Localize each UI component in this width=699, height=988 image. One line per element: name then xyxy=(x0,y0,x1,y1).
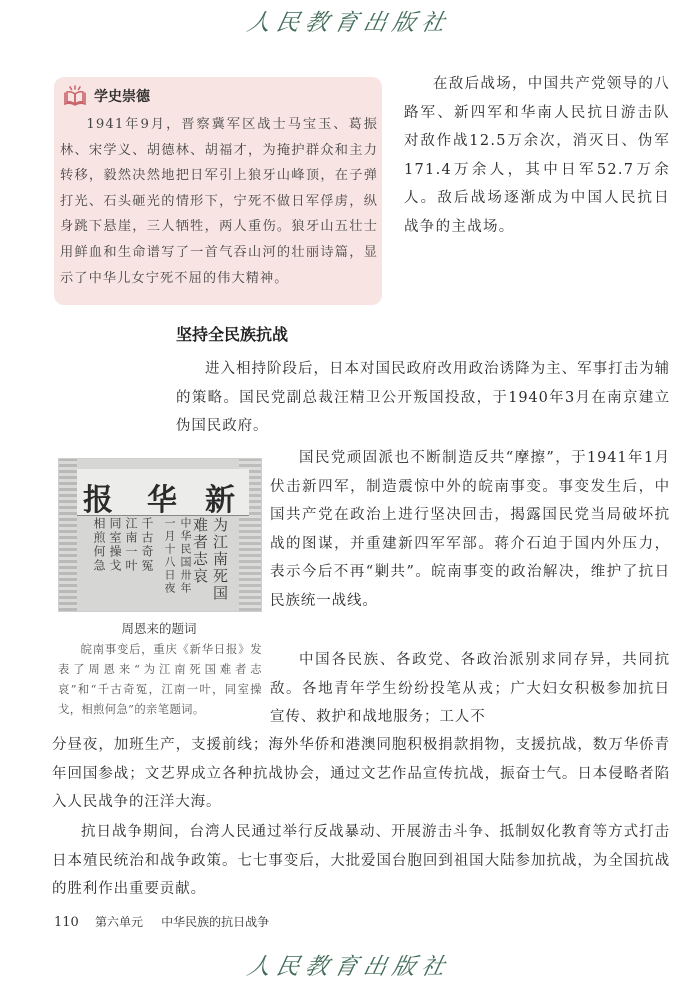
sidebar-body xyxy=(60,112,378,291)
photo-edge-left xyxy=(59,459,77,611)
sidebar-paragraph: 1941年9月，晋察冀军区战士马宝玉、葛振林、宋学义、胡德林、胡福才，为掩护群众和主力转移，毅然决然地把日军引上狼牙山峰顶，在子弹打光、石头砸光的情形下，宁死不做日军俘虏，纵身跳下悬崖，三人牺牲，两人重伤。狼牙山五壮士用鲜血和生命谱写了一首气吞山河的壮丽诗篇，显示了中华儿女宁死不屈的伟大精神。 xyxy=(60,117,378,286)
unit-label: 第六单元 xyxy=(94,915,143,929)
sidebar-header xyxy=(62,85,150,107)
publisher-logo-bottom: 人民教育出版社 xyxy=(244,954,454,980)
open-book-icon xyxy=(62,85,88,107)
calligraphy-column: 同室操戈 xyxy=(108,517,122,573)
figure-title: 周恩来的题词 xyxy=(121,621,197,636)
paragraph-united-resistance xyxy=(270,646,670,732)
calligraphy-column: 相煎何急 xyxy=(92,517,106,573)
chapter-title: 中华民族的抗日战争 xyxy=(161,915,270,929)
calligraphy-column: 为江南死国 xyxy=(211,517,229,602)
paragraph-text: 进入相持阶段后，日本对国民政府改用政治诱降为主、军事打击为辅的策略。国民党副总裁汪精卫公开叛国投敌，于1940年3月在南京建立伪国民政府。 xyxy=(176,361,670,434)
masthead-char: 新 xyxy=(205,483,235,518)
enemy-rear-battlefield-paragraph: 在敌后战场，中国共产党领导的八路军、新四军和华南人民抗日游击队对敌作战12.5万余次，消灭日、伪军171.4万余人，其中日军52.7万余人。敌后战场逐渐成为中国人民抗日战争的主战场。 xyxy=(404,76,670,235)
masthead-char: 报 xyxy=(83,483,113,518)
page-footer xyxy=(54,913,269,930)
right-column-text xyxy=(404,70,670,241)
page-number: 110 xyxy=(54,915,79,930)
paragraph-text: 中国各民族、各政党、各政治派别求同存异，共同抗敌。各地青年学生纷纷投笔从戎；广大妇女积极参加抗日宣传、救护和战地服务；工人不 xyxy=(270,652,670,725)
paragraph-wannan-incident xyxy=(270,444,670,615)
calligraphy-column: 一月十八日夜 xyxy=(163,517,176,595)
paragraph-stalemate xyxy=(176,355,670,441)
calligraphy-column: 中华民国卅年 xyxy=(179,517,192,595)
paragraph-text: 国民党顽固派也不断制造反共“摩擦”，于1941年1月伏击新四军，制造震惊中外的皖南事变。事变发生后，中国共产党在政治上进行坚决回击，揭露国民党当局破坏抗战的图谋，并重建新四军军部。蒋介石迫于国内外压力，表示今后不再“剿共”。皖南事变的政治解决，维护了抗日民族统一战线。 xyxy=(270,450,670,609)
paragraph-taiwan xyxy=(52,818,670,904)
paragraph-text: 分昼夜，加班生产，支援前线；海外华侨和港澳同胞积极捐款捐物，支援抗战，数万华侨青年回国参战；文艺界成立各种抗战协会，通过文艺作品宣传抗战，振奋士气。日本侵略者陷入人民战争的汪洋大海。 xyxy=(52,737,670,810)
newspaper-masthead xyxy=(77,469,249,516)
calligraphy-column: 难者志哀 xyxy=(191,517,209,585)
masthead-char: 华 xyxy=(147,483,177,518)
figure-caption-text: 皖南事变后，重庆《新华日报》发表了周恩来“为江南死国难者志哀”和“千古奇冤，江南一叶，同室操戈，相煎何急”的亲笔题词。 xyxy=(58,643,262,716)
paragraph-united-resistance-continued xyxy=(52,731,670,817)
section-heading: 坚持全民族抗战 xyxy=(176,325,289,344)
calligraphy-column: 千古奇冤 xyxy=(140,517,154,573)
figure-caption xyxy=(58,640,262,720)
calligraphy-column: 江南一叶 xyxy=(124,517,138,573)
sidebar-box-learn-history xyxy=(54,77,382,305)
sidebar-title: 学史崇德 xyxy=(94,89,150,105)
paragraph-text: 抗日战争期间，台湾人民通过举行反战暴动、开展游击斗争、抵制奴化教育等方式打击日本殖民统治和战争政策。七七事变后，大批爱国台胞回到祖国大陆参加抗战，为全国抗战的胜利作出重要贡献。 xyxy=(52,824,670,897)
publisher-logo-top: 人民教育出版社 xyxy=(244,10,454,36)
newspaper-photo xyxy=(58,458,262,612)
